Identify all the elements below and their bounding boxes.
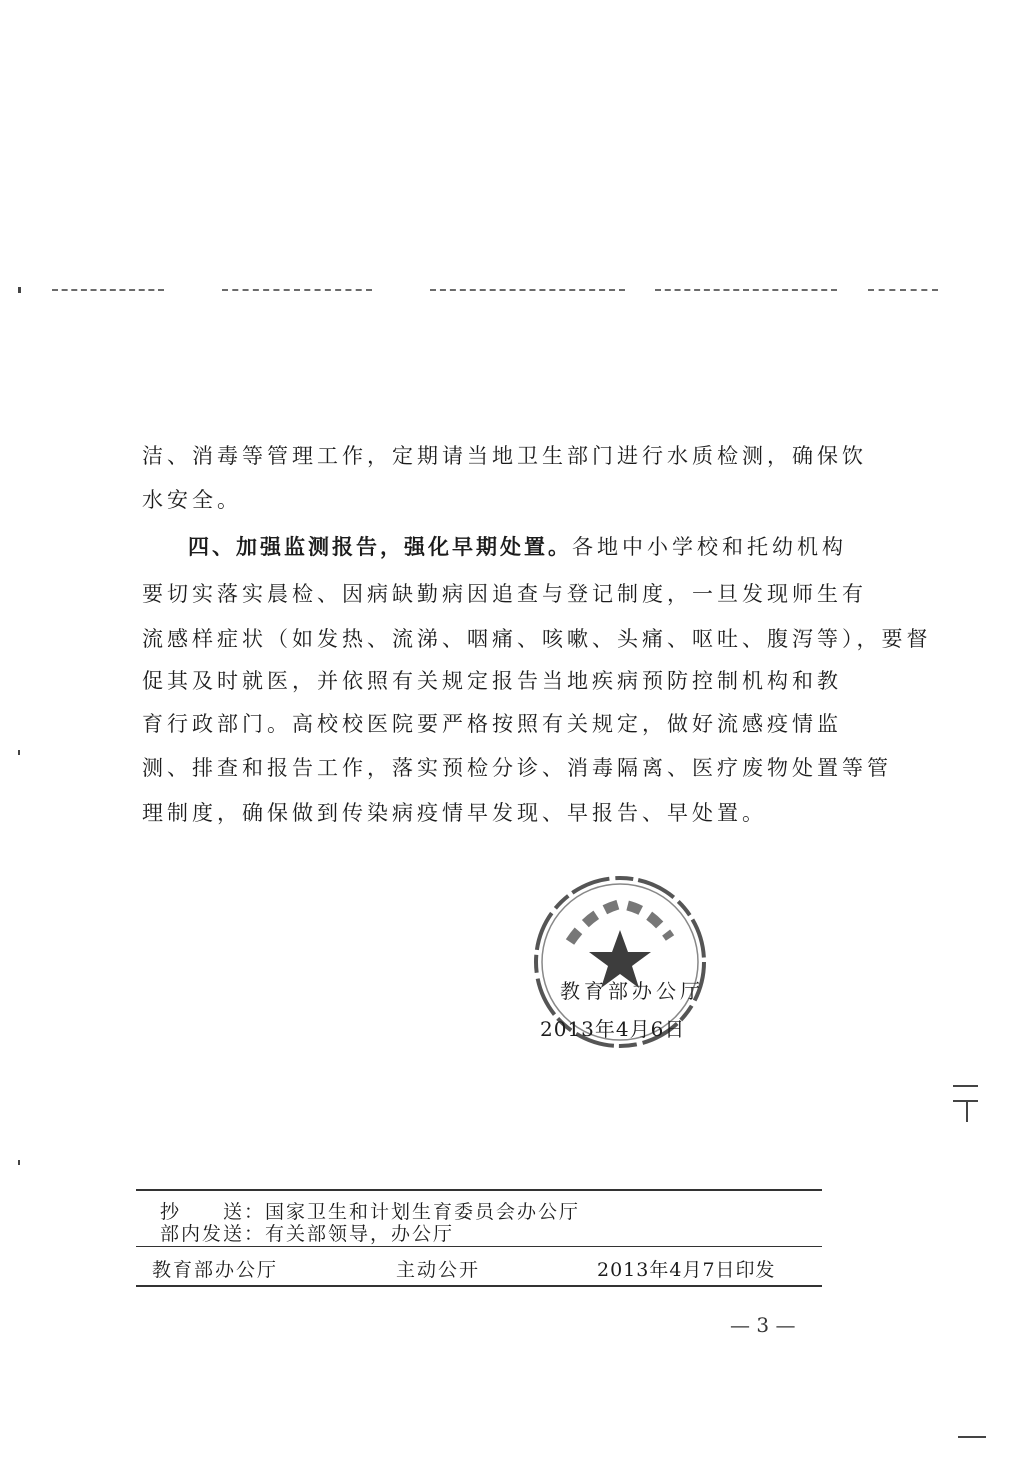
body-line: 测、排查和报告工作，落实预检分诊、消毒隔离、医疗废物处置等管 (142, 756, 892, 780)
internal-label: 部内发送： (160, 1223, 266, 1245)
body-line: 水安全。 (142, 488, 242, 512)
scan-dash-line (52, 289, 164, 291)
page-number: — 3 — (730, 1313, 796, 1337)
margin-mark (966, 1100, 968, 1122)
footer-top-rule (136, 1189, 822, 1191)
body-line: 促其及时就医，并依照有关规定报告当地疾病预防控制机构和教 (142, 669, 842, 693)
footer-middle-rule (136, 1246, 822, 1247)
scan-dash-line (430, 289, 625, 291)
disclosure: 主动公开 (396, 1259, 481, 1281)
margin-mark (18, 750, 20, 755)
body-line: 流感样症状（如发热、流涕、咽痛、咳嗽、头痛、呕吐、腹泻等），要督 (142, 627, 932, 651)
margin-mark (18, 1160, 20, 1165)
print-date: 2013年4月7日印发 (597, 1259, 776, 1281)
cc-value: 国家卫生和计划生育委员会办公厅 (265, 1201, 581, 1223)
margin-mark (953, 1085, 978, 1087)
body-line: 要切实落实晨检、因病缺勤病因追查与登记制度，一旦发现师生有 (142, 582, 867, 606)
cc-label: 抄 送： (160, 1201, 266, 1223)
section-4-heading: 四、加强监测报告，强化早期处置。 (188, 534, 572, 559)
issuer: 教育部办公厅 (152, 1259, 279, 1281)
section-4-text: 各地中小学校和托幼机构 (572, 535, 847, 559)
margin-mark (958, 1436, 986, 1438)
scan-dash-line (222, 289, 372, 291)
scan-dash-line (868, 289, 938, 291)
scan-mark (18, 287, 21, 293)
body-line: 理制度，确保做到传染病疫情早发现、早报告、早处置。 (142, 801, 767, 825)
body-line: 洁、消毒等管理工作，定期请当地卫生部门进行水质检测，确保饮 (142, 444, 867, 468)
internal-row (160, 1219, 454, 1246)
signature-org: 教育部办公厅 (560, 979, 704, 1003)
section-4-line (188, 531, 847, 561)
footer-bottom-rule (136, 1285, 822, 1287)
body-line: 育行政部门。高校校医院要严格按照有关规定，做好流感疫情监 (142, 712, 842, 736)
internal-value: 有关部领导，办公厅 (265, 1223, 455, 1245)
scan-dash-line (655, 289, 837, 291)
signature-date: 2013年4月6日 (540, 1017, 686, 1041)
